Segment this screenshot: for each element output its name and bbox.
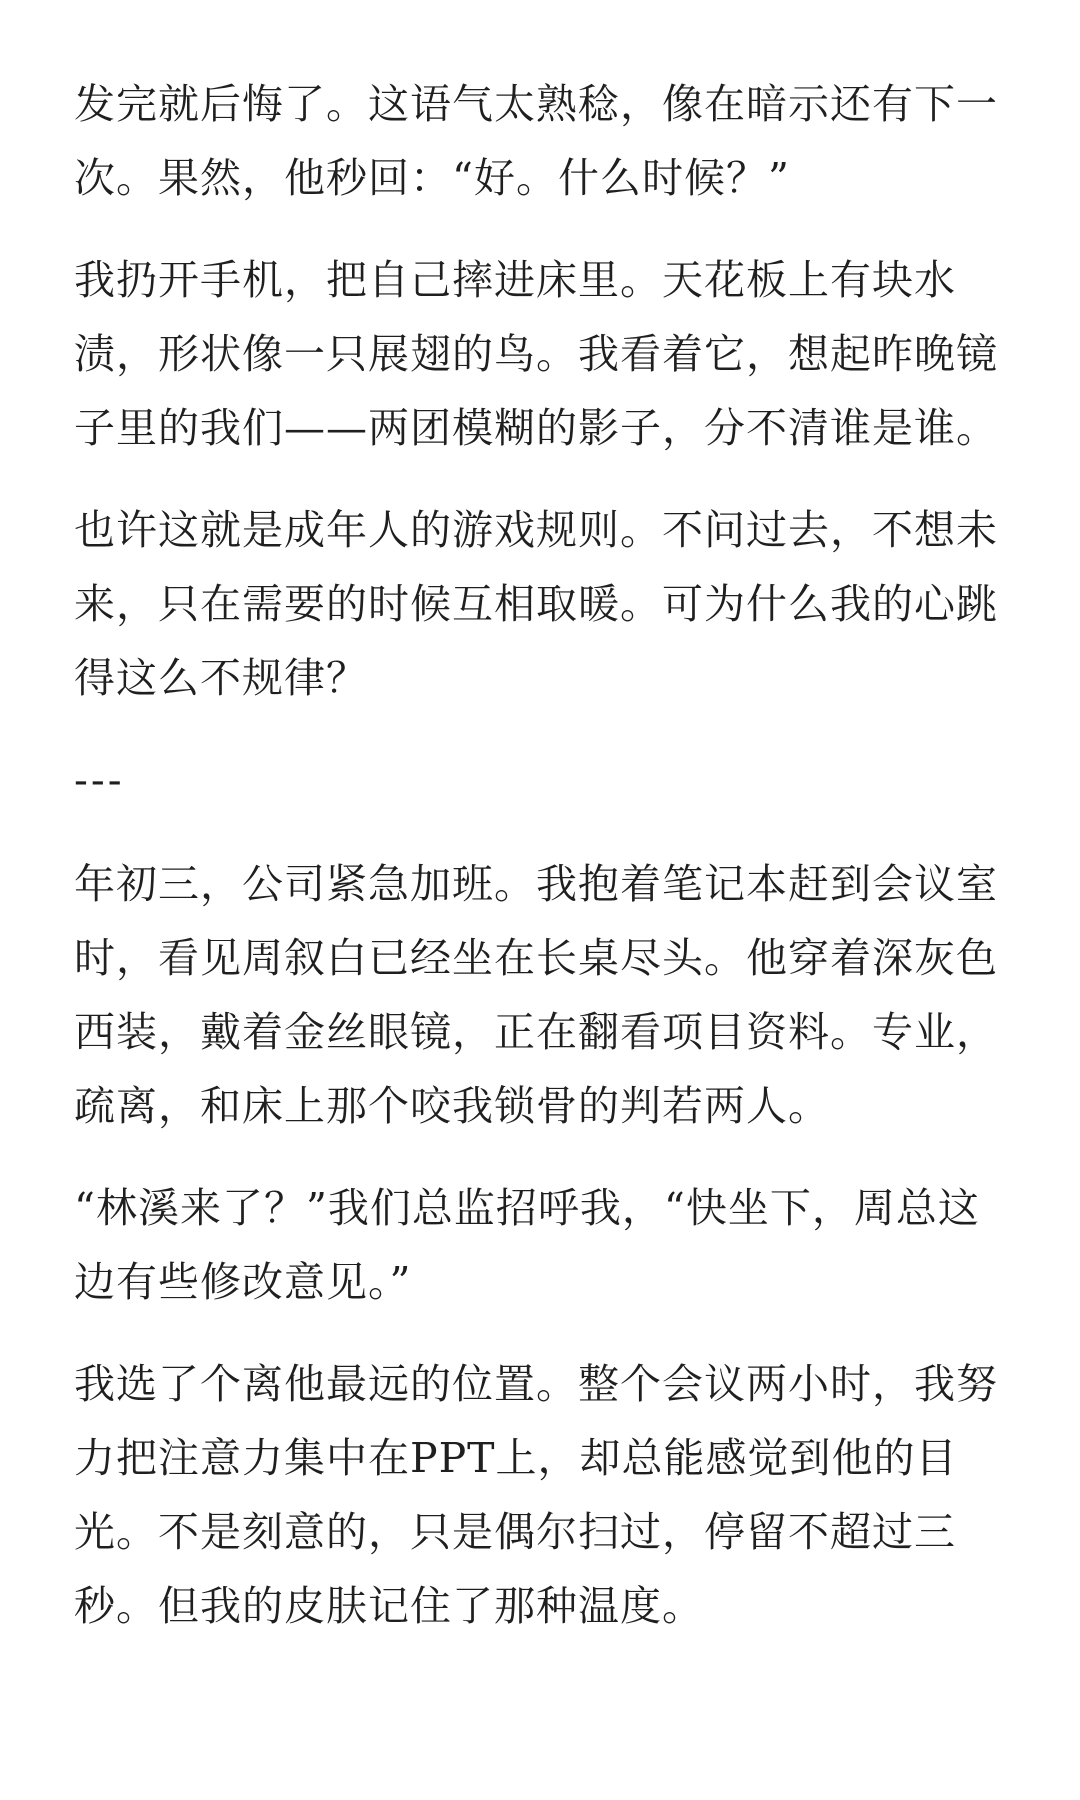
paragraph-rules: 也许这就是成年人的游戏规则。不问过去，不想未来，只在需要的时候互相取暖。可为什么我的心跳得这么不规律？ xyxy=(74,506,998,702)
paragraph-dialogue: “林溪来了？”我们总监招呼我，“快坐下，周总这边有些修改意见。” xyxy=(74,1184,980,1306)
paragraph-ceiling: 我扔开手机，把自己摔进床里。天花板上有块水渍，形状像一只展翅的鸟。我看着它，想起昨晚镜子里的我们——两团模糊的影子，分不清谁是谁。 xyxy=(74,256,998,452)
article-body xyxy=(74,67,1014,1671)
section-separator: --- xyxy=(74,756,125,804)
paragraph-regret: 发完就后悔了。这语气太熟稔，像在暗示还有下一次。果然，他秒回：“好。什么时候？” xyxy=(74,80,998,202)
paragraph-meeting: 年初三，公司紧急加班。我抱着笔记本赶到会议室时，看见周叙白已经坐在长桌尽头。他穿着深灰色西装，戴着金丝眼镜，正在翻看项目资料。专业，疏离，和床上那个咬我锁骨的判若两人。 xyxy=(74,860,998,1130)
paragraph-gaze: 我选了个离他最远的位置。整个会议两小时，我努力把注意力集中在PPT上，却总能感觉到他的目光。不是刻意的，只是偶尔扫过，停留不超过三秒。但我的皮肤记住了那种温度。 xyxy=(74,1360,998,1630)
